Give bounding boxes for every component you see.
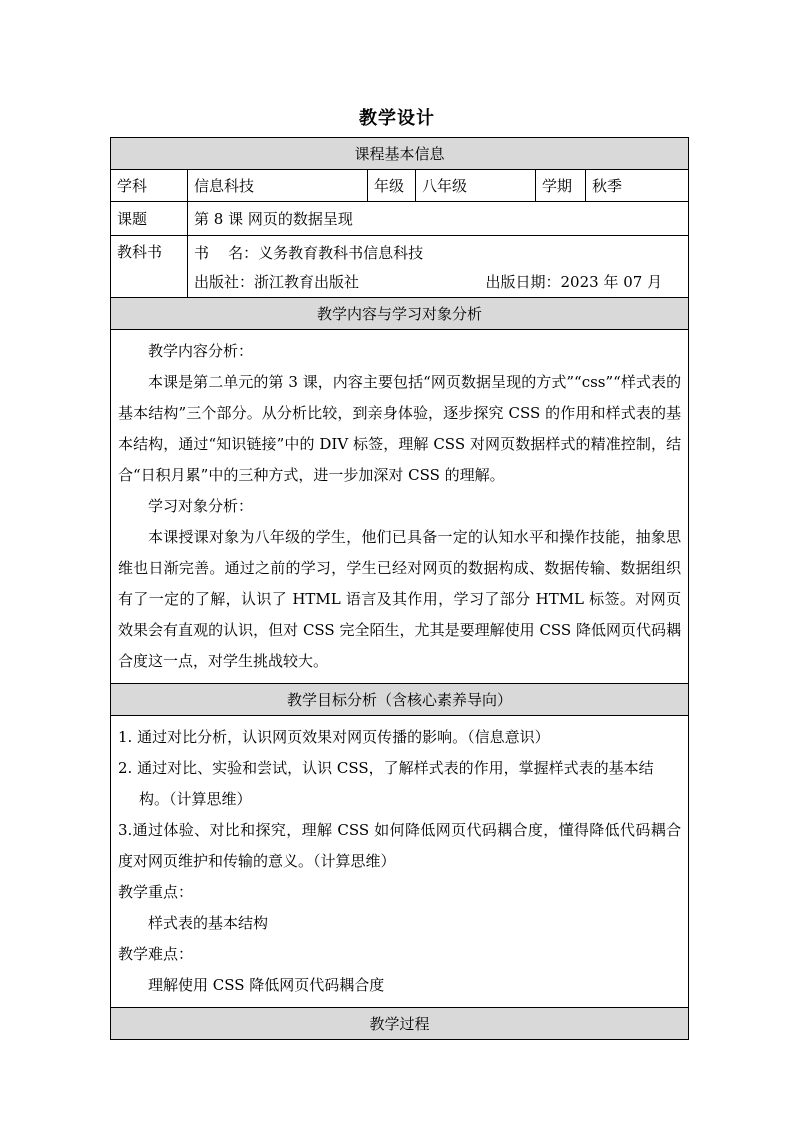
term-label: 学期 — [536, 170, 586, 202]
content-analysis-cell — [111, 330, 689, 684]
topic-value: 第 8 课 网页的数据呈现 — [188, 202, 689, 236]
book-name: 书 名：义务教育教科书信息科技 — [194, 243, 424, 262]
section-row — [111, 138, 689, 170]
lesson-plan-table — [110, 137, 689, 1040]
textbook-row — [111, 236, 689, 298]
grade-value: 八年级 — [416, 170, 536, 202]
goal-2-line-2: 构。（计算思维） — [139, 790, 252, 808]
topic-row — [111, 202, 689, 236]
term-value: 秋季 — [586, 170, 689, 202]
section-row — [111, 1008, 689, 1040]
info-row — [111, 170, 689, 202]
grade-label: 年级 — [368, 170, 416, 202]
difficulty-label: 教学难点： — [118, 945, 194, 963]
publisher: 出版社：浙江教育出版社 — [194, 272, 360, 291]
goal-3: 3.通过体验、对比和探究，理解 CSS 如何降低网页代码耦合度，懂得降低代码耦合度对网页维护和传输的意义。（计算思维） — [118, 821, 682, 870]
subject-value: 信息科技 — [188, 170, 368, 202]
section-goal-analysis: 教学目标分析（含核心素养导向） — [111, 684, 689, 716]
learner-heading: 学习对象分析： — [148, 497, 254, 515]
goals-row — [111, 716, 689, 1008]
content-analysis-row — [111, 330, 689, 684]
goal-2-line-1: 2. 通过对比、实验和尝试，认识 CSS，了解样式表的作用，掌握样式表的基本结 — [118, 759, 654, 777]
section-row — [111, 684, 689, 716]
document-title: 教学设计 — [359, 108, 435, 129]
section-process: 教学过程 — [111, 1008, 689, 1040]
textbook-label: 教科书 — [111, 236, 188, 298]
key-point-label: 教学重点： — [118, 883, 194, 901]
publication-date: 出版日期：2023 年 07 月 — [485, 272, 663, 291]
goal-1: 1. 通过对比分析，认识网页效果对网页传播的影响。（信息意识） — [118, 728, 550, 746]
content-heading: 教学内容分析： — [148, 342, 254, 360]
goals-cell — [111, 716, 689, 1008]
section-row — [111, 298, 689, 330]
content-paragraph: 本课是第二单元的第 3 课，内容主要包括“网页数据呈现的方式”“css”“样式表的基本结构”三个部分。从分析比较，到亲身体验，逐步探究 CSS 的作用和样式表的基本结构，通过“知识链接”中的 DIV 标签，理解 CSS 对网页数据样式的精准控制，结合“日积月累”中的三种方式，进一步加深对 CSS 的理解。 — [118, 373, 682, 484]
key-point-value: 样式表的基本结构 — [148, 914, 269, 932]
section-basic-info: 课程基本信息 — [111, 138, 689, 170]
difficulty-value: 理解使用 CSS 降低网页代码耦合度 — [148, 976, 385, 994]
section-content-analysis: 教学内容与学习对象分析 — [111, 298, 689, 330]
learner-paragraph: 本课授课对象为八年级的学生，他们已具备一定的认知水平和操作技能，抽象思维也日渐完善。通过之前的学习，学生已经对网页的数据构成、数据传输、数据组织有了一定的了解，认识了 HTML 语言及其作用，学习了部分 HTML 标签。对网页效果会有直观的认识，但对 CSS 完全陌生，尤其是要理解使用 CSS 降低网页代码耦合度这一点，对学生挑战较大。 — [118, 528, 682, 670]
subject-label: 学科 — [111, 170, 188, 202]
topic-label: 课题 — [111, 202, 188, 236]
textbook-info — [188, 236, 689, 298]
goal-2 — [118, 753, 681, 815]
